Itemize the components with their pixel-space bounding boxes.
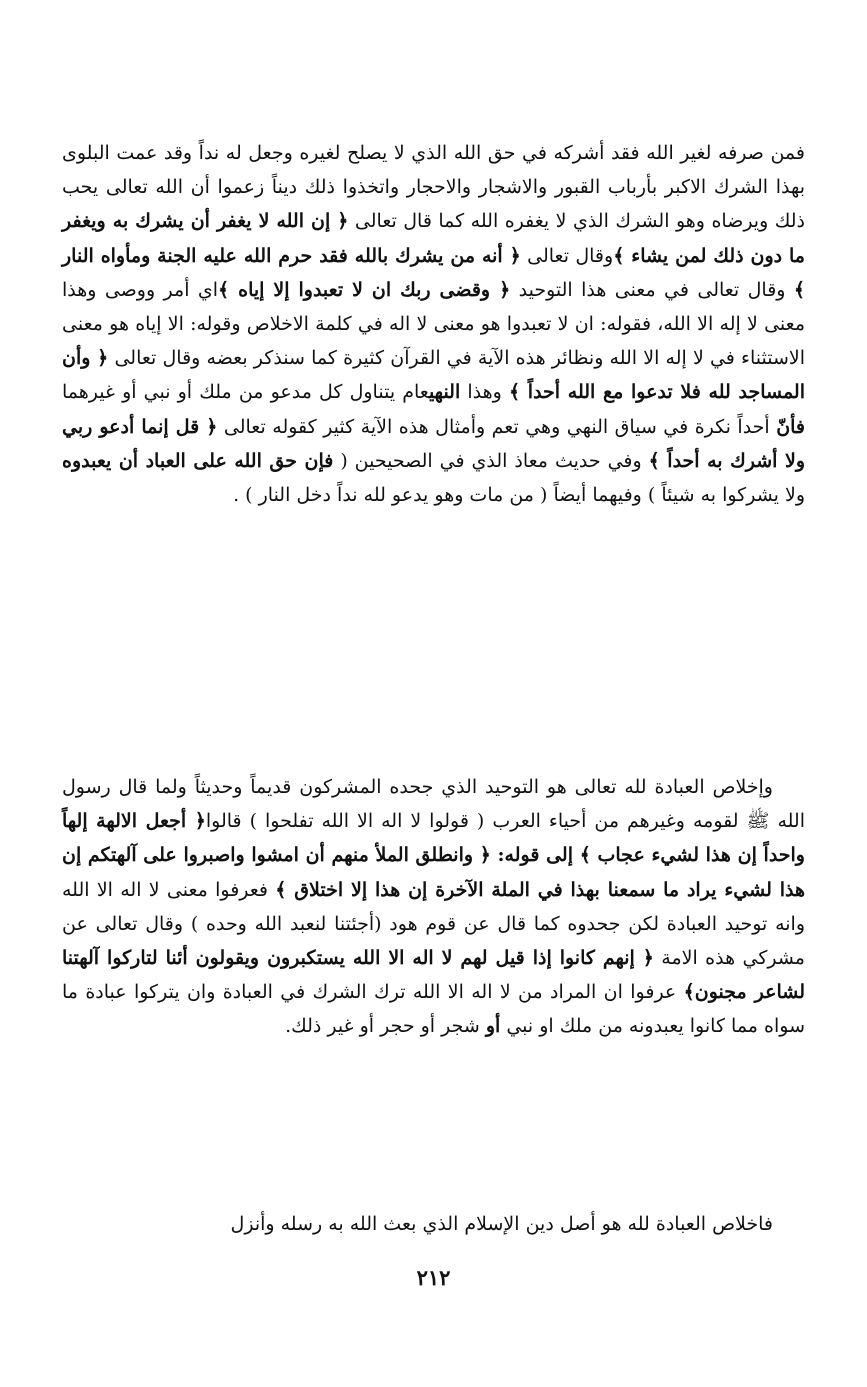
quran-verse: ﴿ إنهم كانوا إذا قيل لهم لا اله الا الله يستكبرون ويقولون أئنا لتاركوا آلهتنا لشاعر مجنون﴾ bbox=[62, 947, 805, 1004]
text-run: أحداً نكرة في سياق النهي وهي تعم وأمثال هذه الآية كثير كقوله تعالى bbox=[217, 415, 777, 438]
paragraph-text bbox=[62, 770, 805, 1044]
text-run: عام يتناول كل مدعو من ملك أو نبي أو غيرهما bbox=[62, 381, 429, 404]
text-run: فعرفوا معنى لا اله الا الله وانه توحيد العبادة لكن جحدوه كما قال عن قوم هود (أجئتنا لنعبد الله وحده ) وقال تعالى عن مشركي هذه الامة bbox=[62, 878, 805, 970]
text-run: فاخلاص العبادة لله هو أصل دين الإسلام الذي بعث الله به رسله وأنزل bbox=[230, 1213, 773, 1235]
hadith-quote: فإن حق الله على العباد أن يعبدوه bbox=[62, 449, 334, 472]
paragraph-2 bbox=[62, 770, 805, 1044]
paragraph-1 bbox=[62, 136, 805, 512]
text-run: اي أمر ووصى وهذا معنى لا إله الا الله، فقوله: ان لا تعبدوا هو معنى لا اله في كلمة الاخلاص وقوله: الا إياه هو معنى الاستثناء في لا إله الا الله ونظائر هذه الآية في القرآن كثيرة كما سنذكر بعضه وقال تعالى bbox=[62, 278, 806, 370]
text-run: وفي حديث معاذ الذي في الصحيحين ( bbox=[333, 449, 649, 472]
quran-verse: ﴿ أنه من يشرك بالله فقد حرم الله عليه الجنة ومأواه النار ﴾ bbox=[62, 244, 806, 301]
text-run: وقال تعالى في معنى هذا التوحيد bbox=[510, 278, 794, 301]
quran-verse: ﴿ أجعل الالهة إلهاً واحداً إن هذا لشيء عجاب ﴾ إلى قوله: ﴿ وانطلق الملأ منهم أن امشوا واصبروا على آلهتكم إن هذا لشيء يراد ما سمعنا بهذا في الملة الآخرة إن هذا إلا اختلاق ﴾ bbox=[62, 810, 805, 901]
text-run: عرفوا ان المراد من لا اله الا الله ترك الشرك في العبادة وان يتركوا عبادة ما سواه مما كانوا يعبدونه من ملك او نبي bbox=[62, 981, 805, 1038]
text-run: وهذا bbox=[460, 381, 509, 404]
quran-verse: ﴿ قل إنما أدعو ربي ولا أشرك به أحداً ﴾ bbox=[62, 415, 805, 472]
text-run: وقال تعالى bbox=[520, 244, 614, 267]
bold-word: أو bbox=[485, 1015, 501, 1038]
quran-verse: ﴿ وقضى ربك ان لا تعبدوا إلا إياه ﴾ bbox=[218, 278, 511, 301]
paragraph-text bbox=[62, 136, 805, 512]
paragraph-text bbox=[62, 1207, 805, 1241]
text-run: فمن صرفه لغير الله فقد أشركه في حق الله الذي لا يصلح لغيره وجعل له نداً وقد عمت البلوى بهذا الشرك الاكبر بأرباب القبور والاشجار والاحجار واتخذوا ذلك ديناً زعموا أن الله تعالى يحب ذلك ويرضاه وهو الشرك الذي لا يغفره الله كما قال تعالى bbox=[62, 142, 806, 233]
paragraph-3 bbox=[62, 1207, 805, 1241]
quran-verse: ﴿ وأن المساجد لله فلا تدعوا مع الله أحداً ﴾ bbox=[62, 347, 805, 404]
bold-word: النهي bbox=[428, 381, 461, 404]
text-run: ولا يشركوا به شيئاً ) وفيهما أيضاً ( من مات وهو يدعو لله نداً دخل النار ) . bbox=[233, 484, 805, 507]
quran-verse: ﴿ إن الله لا يغفر أن يشرك به ويغفر ما دون ذلك لمن يشاء ﴾ bbox=[62, 210, 805, 267]
text-run: وإخلاص العبادة لله تعالى هو التوحيد الذي جحده المشركون قديماً وحديثاً ولما قال رسول الله ﷺ لقومه وغيرهم من أحياء العرب ( قولوا لا اله الا الله تفلحوا ) قالوا bbox=[62, 776, 805, 833]
bold-word: فأنّ bbox=[776, 415, 806, 438]
text-run: شجر أو حجر أو غير ذلك. bbox=[285, 1015, 486, 1038]
page-number: ٢١٢ bbox=[416, 1265, 451, 1290]
